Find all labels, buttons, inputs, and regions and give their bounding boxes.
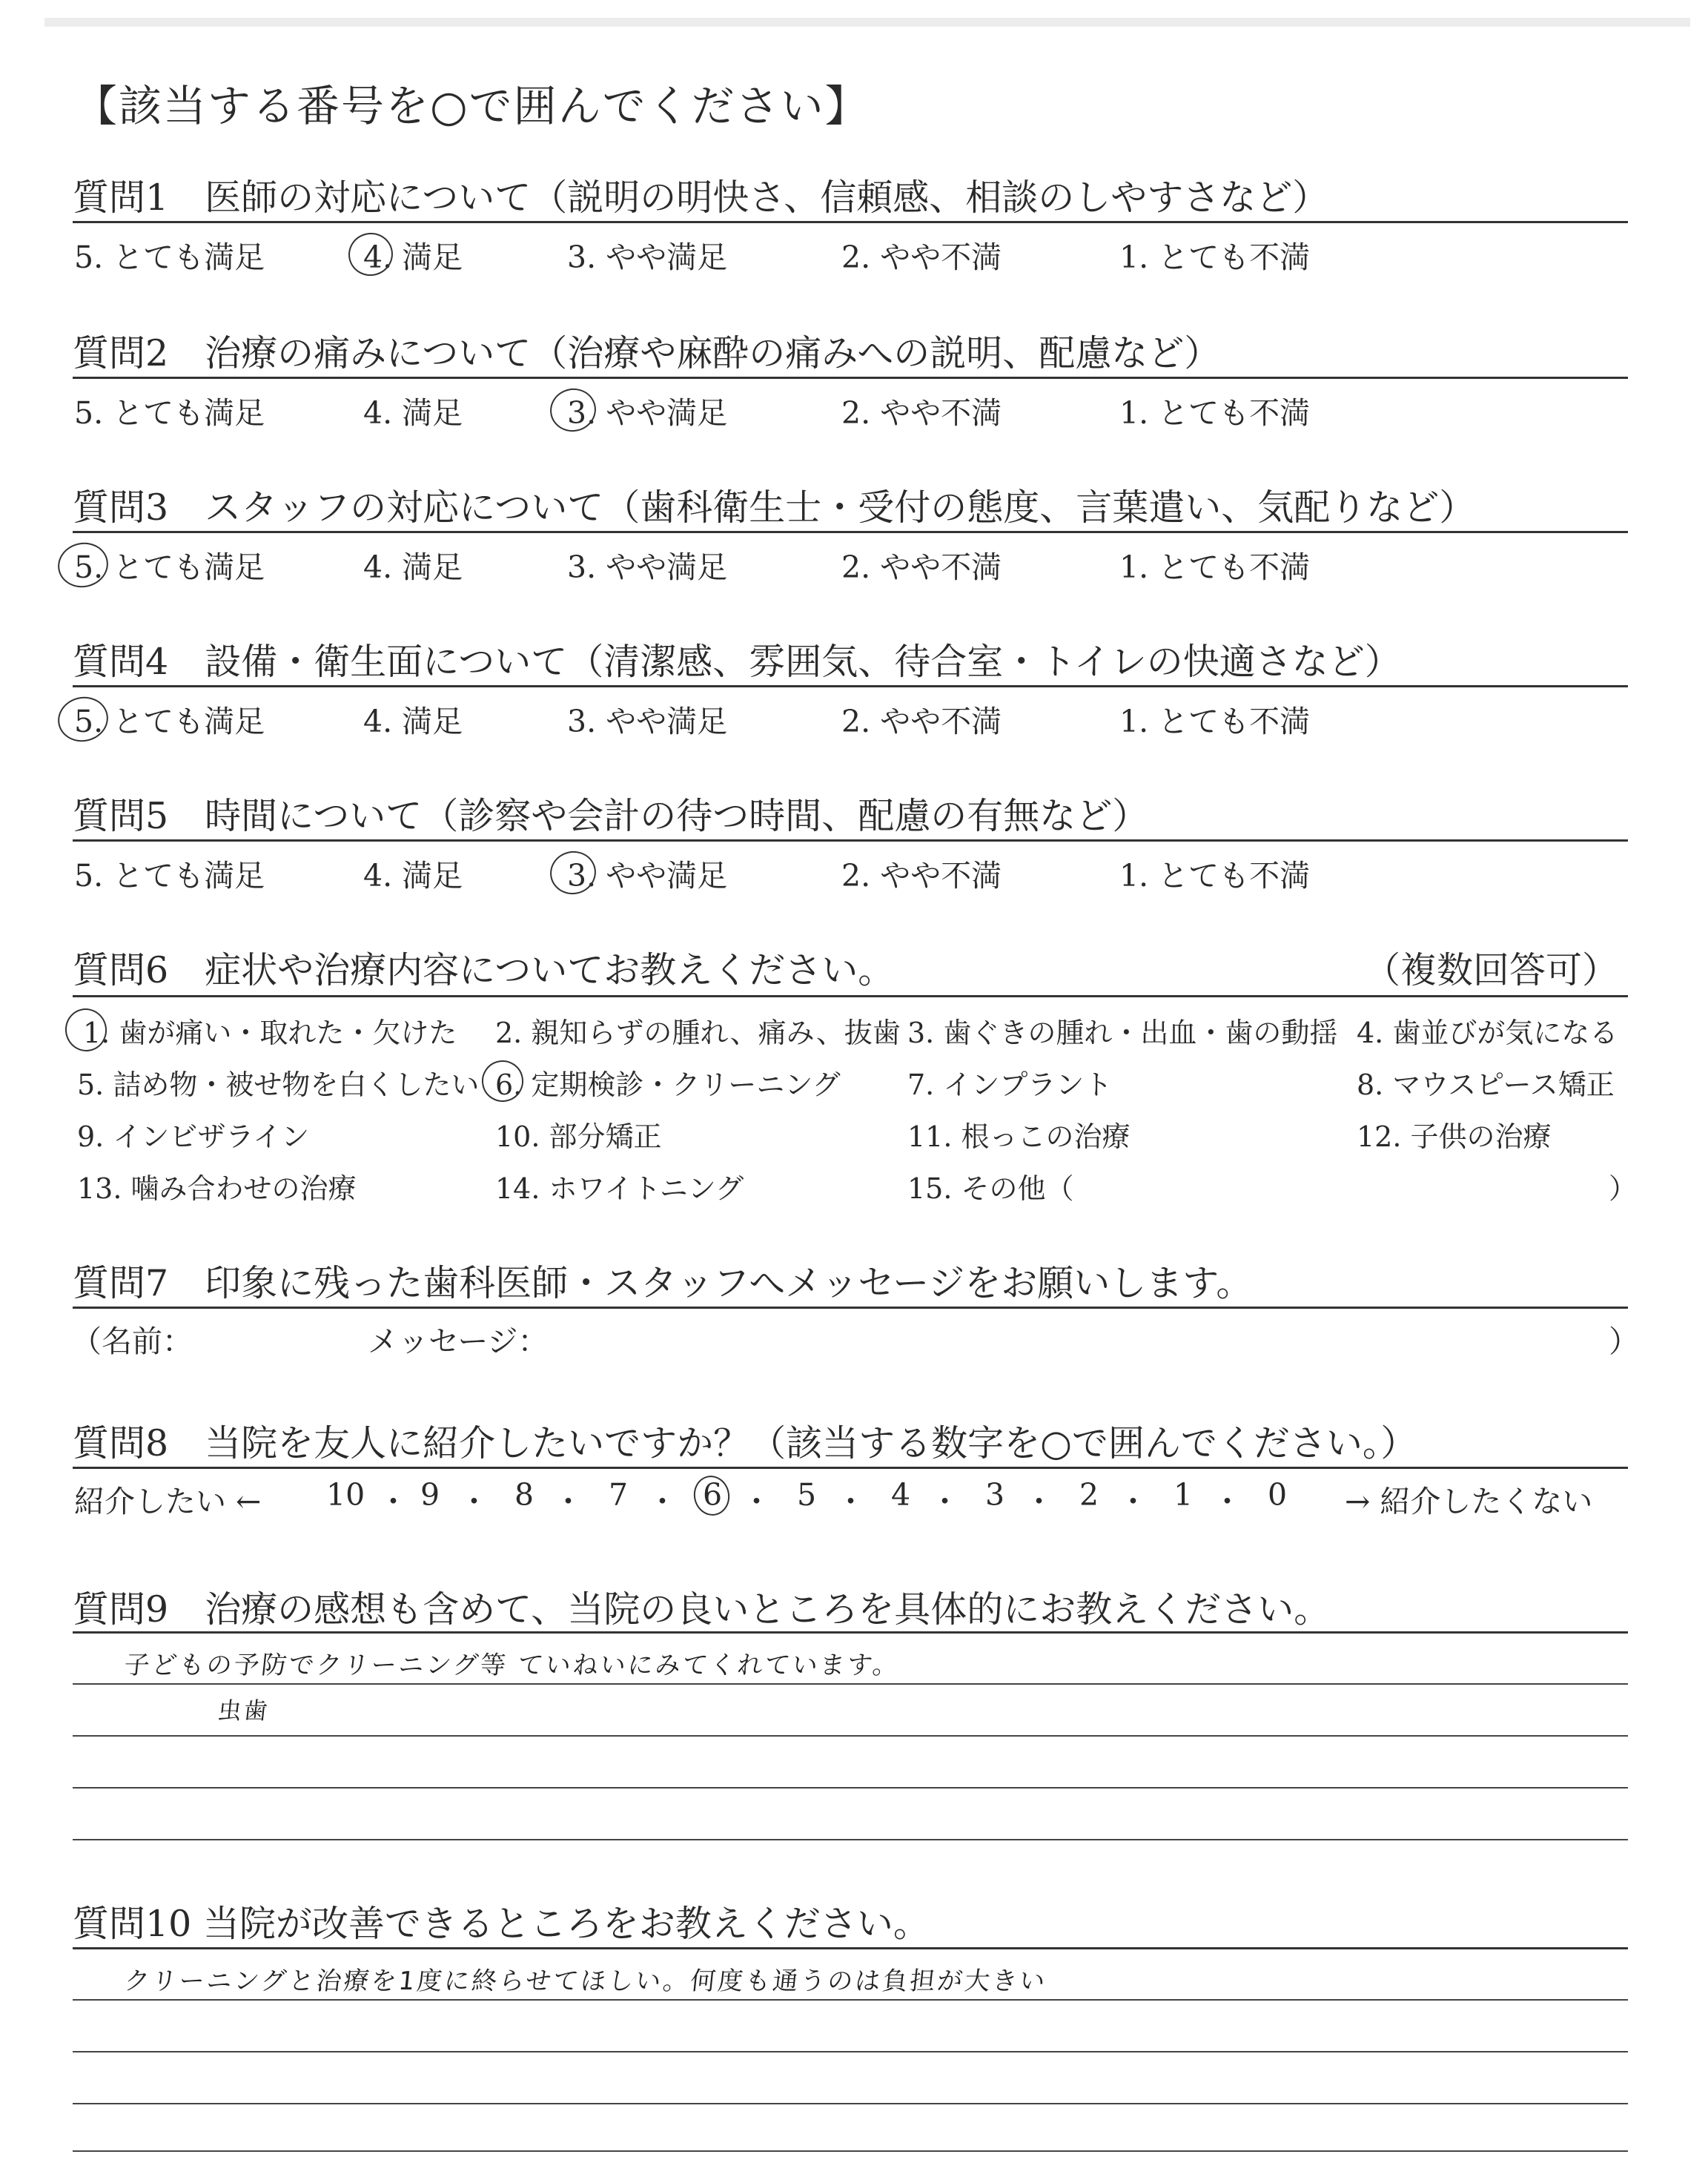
q6-option-3[interactable]: 3. 歯ぐきの腫れ・出血・歯の動揺: [907, 1017, 1338, 1049]
q8-scale-10[interactable]: 10: [326, 1477, 365, 1513]
q5-rule: [73, 839, 1628, 842]
q5-option-2[interactable]: 2. やや不満: [841, 858, 1002, 894]
q6-multiple-note: （複数回答可）: [1364, 949, 1619, 991]
q5-option-3[interactable]: 3. やや満足: [567, 858, 728, 894]
q9-answer-line-3: [73, 1787, 1628, 1789]
q3-option-3[interactable]: 3. やや満足: [567, 549, 728, 585]
q2-option-2[interactable]: 2. やや不満: [841, 395, 1002, 431]
q6-other-close-paren: ）: [1609, 1172, 1638, 1205]
q1-option-2[interactable]: 2. やや不満: [841, 240, 1002, 275]
q8-scale-separator: ・: [835, 1484, 866, 1519]
q9-answer-line-4: [73, 1839, 1628, 1840]
q6-option-15[interactable]: 15. その他（: [907, 1172, 1074, 1205]
q6-option-6[interactable]: 6. 定期検診・クリーニング: [495, 1069, 841, 1101]
q9-handwritten-answer: 子どもの予防でクリーニング等 ていねいにみてくれています。: [122, 1651, 902, 1680]
q4-title: 質問4 設備・衛生面について（清潔感、雰囲気、待合室・トイレの快適さなど）: [73, 641, 1401, 683]
q2-option-1[interactable]: 1. とても不満: [1119, 395, 1311, 431]
q3-option-4[interactable]: 4. 満足: [363, 549, 463, 585]
q3-option-2[interactable]: 2. やや不満: [841, 549, 1002, 585]
q2-option-3[interactable]: 3. やや満足: [567, 395, 728, 431]
q8-scale-8[interactable]: 8: [514, 1477, 534, 1513]
q4-option-4[interactable]: 4. 満足: [363, 704, 463, 739]
q5-option-4[interactable]: 4. 満足: [363, 858, 463, 894]
q8-title: 質問8 当院を友人に紹介したいですか？（該当する数字を○で囲んでください。）: [73, 1422, 1417, 1464]
q6-option-13[interactable]: 13. 噛み合わせの治療: [77, 1172, 357, 1205]
q8-scale-separator: ・: [459, 1484, 489, 1519]
q10-title: 質問10 当院が改善できるところをお教えください。: [73, 1903, 930, 1945]
q8-scale-separator: ・: [553, 1484, 583, 1519]
q6-option-14[interactable]: 14. ホワイトニング: [495, 1172, 744, 1205]
q6-option-10[interactable]: 10. 部分矯正: [495, 1120, 662, 1153]
q6-title: 質問6 症状や治療内容についてお教えください。: [73, 949, 895, 991]
q10-handwritten-answer: クリーニングと治療を1度に終らせてほしい。何度も通うのは負担が大きい: [122, 1966, 1049, 1996]
q4-rule: [73, 685, 1628, 687]
q8-scale-3[interactable]: 3: [985, 1477, 1005, 1513]
q5-option-1[interactable]: 1. とても不満: [1119, 858, 1311, 894]
q10-answer-line-1: [73, 1999, 1628, 2001]
q1-rule: [73, 221, 1628, 223]
q8-scale-6[interactable]: 6: [703, 1477, 723, 1513]
q8-scale-7[interactable]: 7: [609, 1477, 629, 1513]
q7-message-label: メッセージ：: [368, 1324, 549, 1359]
q5-title: 質問5 時間について（診察や会計の待つ時間、配慮の有無など）: [73, 795, 1149, 837]
q8-left-label: 紹介したい ←: [74, 1484, 262, 1519]
q10-answer-line-3: [73, 2103, 1628, 2104]
q6-option-1[interactable]: 1. 歯が痛い・取れた・欠けた: [83, 1017, 457, 1049]
q6-option-7[interactable]: 7. インプラント: [907, 1069, 1113, 1101]
q9-rule: [73, 1631, 1628, 1634]
q7-title: 質問7 印象に残った歯科医師・スタッフへメッセージをお願いします。: [73, 1262, 1253, 1304]
q8-scale-1[interactable]: 1: [1174, 1477, 1194, 1513]
q3-title: 質問3 スタッフの対応について（歯科衛生士・受付の態度、言葉遣い、気配りなど）: [73, 486, 1476, 529]
q9-handwritten-insert: 虫歯: [216, 1697, 271, 1725]
q7-rule: [73, 1307, 1628, 1309]
q6-option-8[interactable]: 8. マウスピース矯正: [1357, 1069, 1615, 1101]
q6-option-4[interactable]: 4. 歯並びが気になる: [1357, 1017, 1618, 1049]
q1-option-4[interactable]: 4. 満足: [363, 240, 463, 275]
q2-option-4[interactable]: 4. 満足: [363, 395, 463, 431]
q8-scale-4[interactable]: 4: [891, 1477, 911, 1513]
q6-option-9[interactable]: 9. インビザライン: [77, 1120, 310, 1153]
page-heading: 【該当する番号を○で囲んでください】: [74, 81, 870, 131]
q8-scale-separator: ・: [741, 1484, 772, 1519]
q3-rule: [73, 531, 1628, 533]
q9-answer-line-2: [73, 1735, 1628, 1737]
q10-answer-line-4: [73, 2150, 1628, 2152]
q7-name-label: （名前：: [71, 1324, 193, 1359]
q8-scale-separator: ・: [1212, 1484, 1242, 1519]
q8-right-label: → 紹介したくない: [1345, 1484, 1593, 1519]
q6-option-12[interactable]: 12. 子供の治療: [1357, 1120, 1552, 1153]
q8-scale-separator: ・: [647, 1484, 678, 1519]
q8-scale-separator: ・: [1118, 1484, 1148, 1519]
q2-option-5[interactable]: 5. とても満足: [74, 395, 265, 431]
q10-rule: [73, 1947, 1628, 1949]
q4-option-1[interactable]: 1. とても不満: [1119, 704, 1311, 739]
q4-option-5[interactable]: 5. とても満足: [74, 704, 265, 739]
q2-rule: [73, 377, 1628, 379]
q1-option-5[interactable]: 5. とても満足: [74, 240, 265, 275]
q8-scale-separator: ・: [1024, 1484, 1054, 1519]
q8-scale-separator: ・: [930, 1484, 960, 1519]
q3-option-5[interactable]: 5. とても満足: [74, 549, 265, 585]
q8-rule: [73, 1467, 1628, 1469]
q6-option-5[interactable]: 5. 詰め物・被せ物を白くしたい: [77, 1069, 480, 1101]
q8-scale-0[interactable]: 0: [1268, 1477, 1288, 1513]
q9-answer-line-1: [73, 1683, 1628, 1685]
q5-option-5[interactable]: 5. とても満足: [74, 858, 265, 894]
q7-close-paren: ）: [1609, 1324, 1639, 1359]
q6-rule: [73, 995, 1628, 997]
q8-scale-separator: ・: [378, 1484, 408, 1519]
q8-scale-9[interactable]: 9: [420, 1477, 440, 1513]
scan-top-band: [44, 18, 1690, 27]
q1-option-1[interactable]: 1. とても不満: [1119, 240, 1311, 275]
q8-scale-2[interactable]: 2: [1079, 1477, 1099, 1513]
q1-option-3[interactable]: 3. やや満足: [567, 240, 728, 275]
q9-title: 質問9 治療の感想も含めて、当院の良いところを具体的にお教えください。: [73, 1588, 1331, 1631]
q8-scale-5[interactable]: 5: [797, 1477, 817, 1513]
q3-option-1[interactable]: 1. とても不満: [1119, 549, 1311, 585]
q6-option-11[interactable]: 11. 根っこの治療: [907, 1120, 1131, 1153]
q4-option-3[interactable]: 3. やや満足: [567, 704, 728, 739]
q1-title: 質問1 医師の対応について（説明の明快さ、信頼感、相談のしやすさなど）: [73, 176, 1329, 219]
q10-answer-line-2: [73, 2051, 1628, 2052]
q6-option-2[interactable]: 2. 親知らずの腫れ、痛み、抜歯: [495, 1017, 901, 1049]
q4-option-2[interactable]: 2. やや不満: [841, 704, 1002, 739]
q2-title: 質問2 治療の痛みについて（治療や麻酔の痛みへの説明、配慮など）: [73, 332, 1221, 374]
